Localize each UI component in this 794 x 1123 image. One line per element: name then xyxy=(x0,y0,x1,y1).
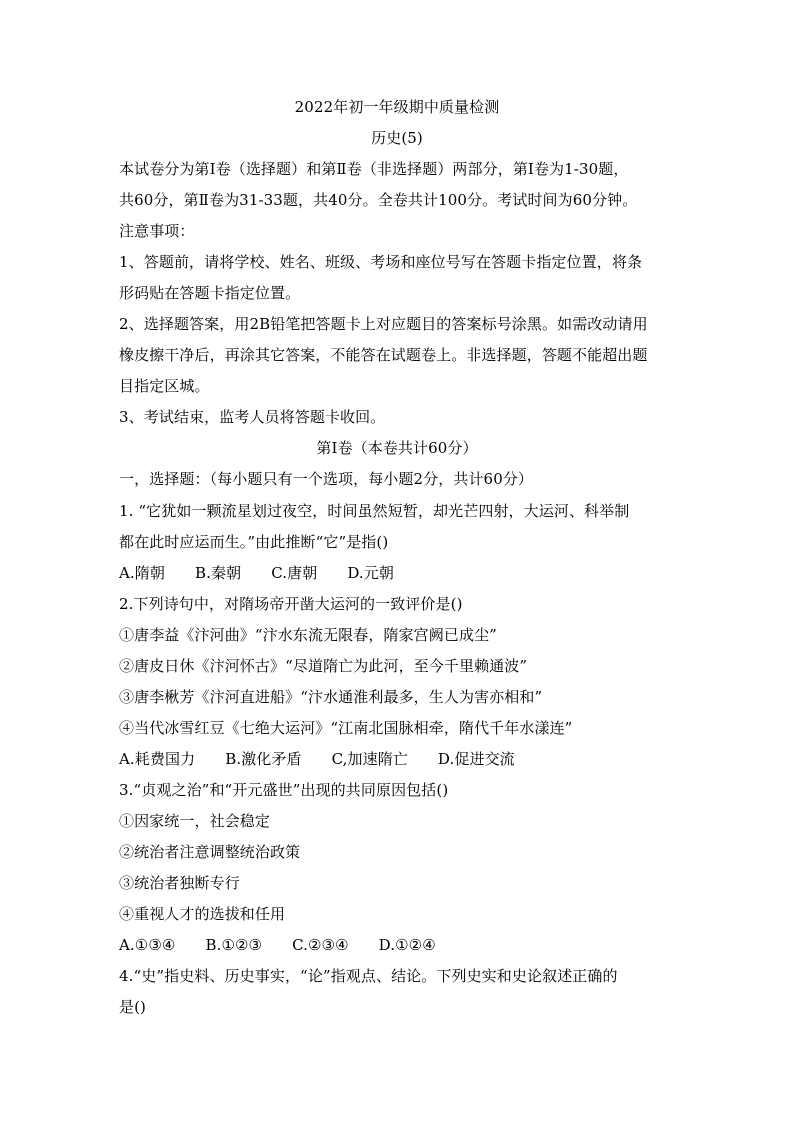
option-d: D.①②④ xyxy=(378,936,436,954)
exam-subject: 历史(5) xyxy=(371,129,423,147)
option-d: D.元朝 xyxy=(347,564,395,582)
question-3-item: ③统治者独断专行 xyxy=(119,874,240,892)
option-a: A.隋朝 xyxy=(119,564,166,582)
question-2-item: ④当代冰雪红豆《七绝大运河》“江南北国脉相牵，隋代千年水漾连” xyxy=(119,719,573,737)
section-title: 第Ⅰ卷（本卷共计60分） xyxy=(316,439,478,457)
question-4-stem: 4.“史”指史料、历史事实，“论”指观点、结论。下列史实和史论叙述正确的 xyxy=(119,967,618,985)
option-d: D.促进交流 xyxy=(437,750,515,768)
section-instruction: 一，选择题：（每小题只有一个选项，每小题2分，共计60分） xyxy=(119,470,534,488)
note-line: 橡皮擦干净后，再涂其它答案，不能答在试题卷上。非选择题，答题不能超出题 xyxy=(119,346,648,364)
note-line: 3、考试结束，监考人员将答题卡收回。 xyxy=(119,408,386,426)
note-line: 1、答题前，请将学校、姓名、班级、考场和座位号写在答题卡指定位置，将条 xyxy=(119,253,643,271)
intro-line: 本试卷分为第Ⅰ卷（选择题）和第Ⅱ卷（非选择题）两部分，第Ⅰ卷为1-30题， xyxy=(119,160,629,178)
question-3-item: ②统治者注意调整统治政策 xyxy=(119,843,301,861)
question-3-stem: 3.“贞观之治”和“开元盛世”出现的共同原因包括() xyxy=(119,781,449,799)
option-b: B.①②③ xyxy=(205,936,263,954)
option-c: C.唐朝 xyxy=(271,564,318,582)
question-3-options xyxy=(119,935,679,955)
option-b: B.秦朝 xyxy=(195,564,242,582)
question-2-options xyxy=(119,749,679,769)
question-2-item: ②唐皮日休《汴河怀古》“尽道隋亡为此河，至今千里赖通波” xyxy=(119,657,528,675)
exam-title: 2022年初一年级期中质量检测 xyxy=(294,98,500,116)
note-line: 形码贴在答题卡指定位置。 xyxy=(119,284,301,302)
question-2-item: ①唐李益《汴河曲》“汴水东流无限春，隋家宫阙已成尘” xyxy=(119,626,497,644)
option-b: B.激化矛盾 xyxy=(225,750,302,768)
question-4-stem: 是() xyxy=(119,998,147,1016)
option-a: A.①③④ xyxy=(119,936,176,954)
intro-line: 共60分，第Ⅱ卷为31-33题，共40分。全卷共计100分。考试时间为60分钟。 xyxy=(119,191,638,209)
question-1-stem: 1. “它犹如一颗流星划过夜空，时间虽然短暂，却光芒四射，大运河、科举制 xyxy=(119,502,630,520)
question-3-item: ①因家统一，社会稳定 xyxy=(119,812,271,830)
question-1-options xyxy=(119,563,679,583)
intro-line: 注意事项： xyxy=(119,222,195,240)
question-3-item: ④重视人才的选拔和任用 xyxy=(119,905,286,923)
question-2-item: ③唐李楸芳《汴河直进船》“汴水通淮利最多，生人为害亦相和” xyxy=(119,688,543,706)
note-line: 2、选择题答案，用2B铅笔把答题卡上对应题目的答案标号涂黑。如需改动请用 xyxy=(119,315,648,333)
option-c: C,加速隋亡 xyxy=(331,750,408,768)
option-c: C.②③④ xyxy=(292,936,349,954)
question-2-stem: 2.下列诗句中，对隋场帝开凿大运河的一致评价是() xyxy=(119,595,463,613)
option-a: A.耗费国力 xyxy=(119,750,196,768)
question-1-stem: 都在此时应运而生。”由此推断“它”是指() xyxy=(119,533,389,551)
note-line: 目指定区城。 xyxy=(119,377,210,395)
